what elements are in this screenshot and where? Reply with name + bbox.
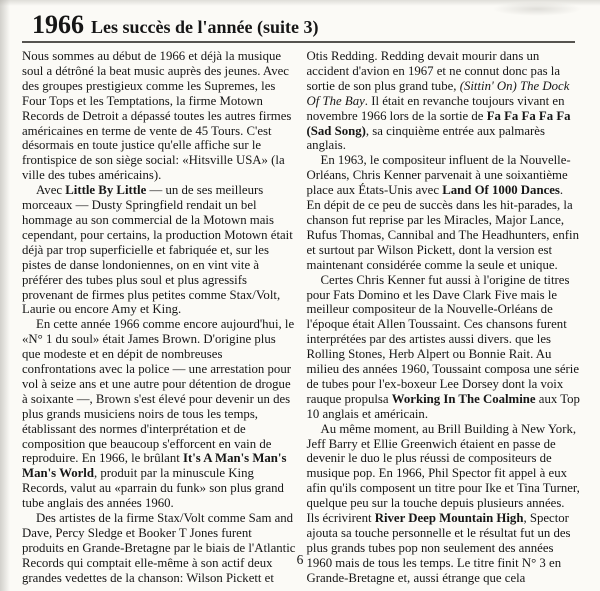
text-run: . Il était en revanche toujours vivant en novembre 1966 lors de la sortie de <box>306 93 565 123</box>
scan-edge-left <box>0 0 10 591</box>
text-run: Otis Redding. Redding devait mourir dans un accident d'avion en 1967 et ne connut donc pas la sortie de son plus grand tube, <box>306 49 561 93</box>
text-run: Au même moment, au Brill Building à New York, Jeff Barry et Ellie Greenwich étaient en passe de devenir le duo le plus réussi de compositeurs de musique pop. En 1966, Phil Spector fit appel à eux afin qu'ils composent un titre pour Ike et Tina Turner, quelque peu sur la touche depuis plusieurs années. Ils écrivirent <box>306 421 580 526</box>
page-header <box>32 10 318 40</box>
title-divider-rule <box>22 41 575 43</box>
title-year: 1966 <box>32 10 84 39</box>
paragraph <box>22 317 296 511</box>
scan-edge-top <box>0 0 600 6</box>
text-run: Nous sommes au début de 1966 et déjà la musique soul a détrôné la beat music auprès des jeunes. Avec des groupes prestigieux comme les Supremes, les Four Tops et les Temptations, la firme Motown Records de Detroit a dépassé toutes les autres firmes américaines en terme de vente de 45 Tours. C'est désormais en toute justice qu'elle affiche sur le frontispice de son siège social: «Hitsville USA» (la ville des tubes américains). <box>22 49 292 183</box>
text-run: , sa cinquième entrée aux palmarès anglais. <box>306 123 545 153</box>
page-title: Les succès de l'année (suite 3) <box>91 17 319 37</box>
page-footer <box>0 552 600 568</box>
paragraph <box>307 49 581 153</box>
text-run: aux Top 10 anglais et américain. <box>306 391 580 421</box>
paragraph <box>307 273 581 422</box>
song-title-bold: River Deep Mountain High <box>374 511 524 526</box>
song-title-italic: (Sittin' On) The Dock Of The Bay <box>306 78 570 108</box>
song-title-bold: Working In The Coalmine <box>391 391 536 406</box>
paragraph <box>307 153 581 272</box>
scan-smudge <box>492 2 582 16</box>
song-title-bold: Land Of 1000 Dances <box>442 183 560 198</box>
text-run: , produit par la minuscule King Records, valut au «parrain du funk» son plus grand tube anglais des années 1960. <box>22 466 284 511</box>
song-title-bold: Fa Fa Fa Fa Fa (Sad Song) <box>306 108 571 138</box>
paragraph <box>22 49 296 183</box>
text-run: . En dépit de ce peu de succès dans les hit-parades, la chanson fut reprise par les Miracles, Major Lance, Rufus Thomas, Cannibal and The Headhunters, enfin et surtout par Wilson Pickett, dont la version est maintenant considérée comme la seule et unique. <box>306 183 579 272</box>
text-run: Avec <box>36 183 66 198</box>
paragraph <box>22 183 296 317</box>
paragraph <box>22 511 296 586</box>
text-run: Certes Chris Kenner fut aussi à l'origine de titres pour Fats Domino et les Dave Clark Five mais le meilleur compositeur de la Nouvelle-Orléans de l'époque était Allen Toussaint. Ces chansons furent interprétées par des artistes aussi divers. que les Rolling Stones, Herb Alpert ou Bonnie Rait. Au milieu des années 1960, Toussaint composa une série de tubes pour l'ex-boxeur Lee Dorsey dont la voix rauque propulsa <box>306 272 580 406</box>
text-run: En 1963, le compositeur influent de la Nouvelle-Orléans, Chris Kenner parvenait à une soixantième place aux États-Unis avec <box>306 153 571 198</box>
song-title-bold: Little By Little <box>65 183 147 198</box>
text-run: Des artistes de la firme Stax/Volt comme Sam and Dave, Percy Sledge et Booker T Jones furent produits en Grande-Bretagne par le biais de l'Atlantic Records qui comptait elle-même à son actif deux grandes vedettes de la chanson: Wilson Pickett et <box>22 511 296 585</box>
text-run: , Spector ajouta sa touche personnelle et le résultat fut un des plus grands tubes pop non seulement des années 1960 mais de tous les temps. Le titre finit N° 3 en Grande-Bretagne et, aussi étrange que cela <box>306 511 571 585</box>
song-title-bold: It's A Man's Man's Man's World <box>22 451 287 481</box>
text-run: En cette année 1966 comme encore aujourd'hui, le «N° 1 du soul» était James Brown. D'origine plus que modeste et en dépit de nombreuses confrontations avec la police — une arrestation pour vol à seize ans et une autre pour détention de drogue à soixante —, Brown s'est élevé pour devenir un des plus grands musiciens noirs de tous les temps, établissant des normes d'interprétation et de composition que beaucoup s'efforcent en vain de reproduire. En 1966, le brûlant <box>22 317 295 466</box>
left-column <box>22 49 296 586</box>
article-body <box>22 49 580 586</box>
page-number: 6 <box>296 552 304 567</box>
right-column <box>307 49 581 586</box>
text-run: — un de ses meilleurs morceaux — Dusty Springfield rendait un bel hommage au son commercial de la Motown mais cependant, pour certains, la production Motown était déjà par trop superficielle et fabriquée et, sur les pistes de danse londoniennes, on en vint vite à préférer des tubes plus soul et plus agressifs provenant de firmes plus petites comme Stax/Volt, Laurie ou encore Amy et King. <box>22 183 293 317</box>
